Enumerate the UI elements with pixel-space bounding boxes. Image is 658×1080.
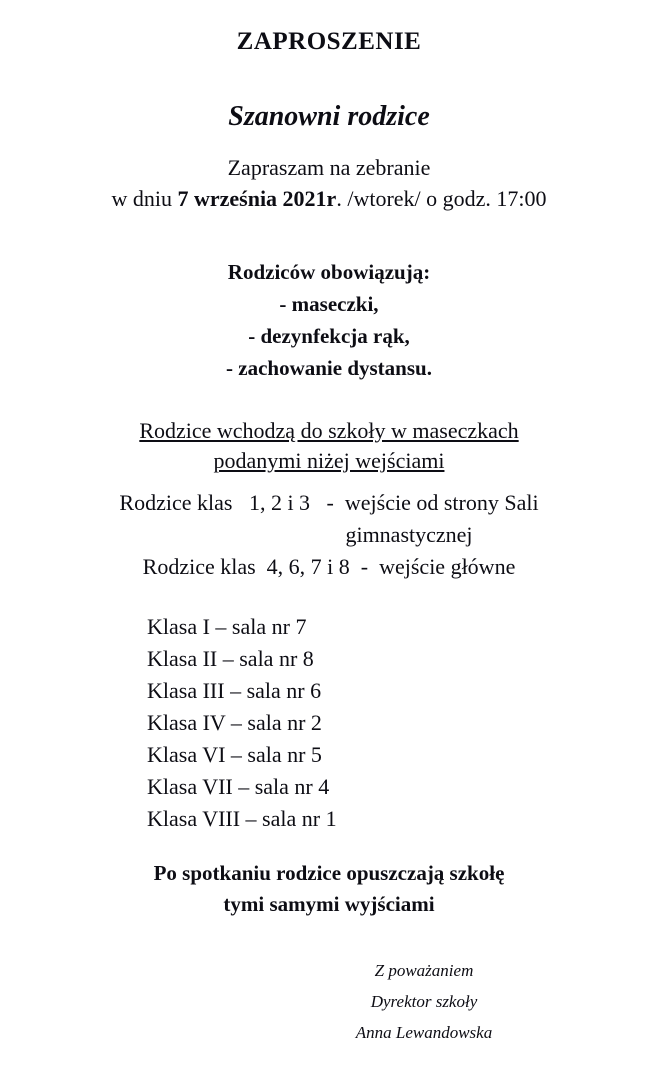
closing-line-2: tymi samymi wyjściami [223,892,435,916]
page-title: ZAPROSZENIE [236,28,422,55]
list-item: Klasa III – sala nr 6 [147,678,322,703]
date-prefix-text: w dniu [111,186,178,211]
signature-role: Dyrektor szkoły [370,992,478,1011]
entrance-row-continuation-gym: gimnastycznej [345,522,473,547]
rule-item-masks: - maseczki, [279,292,379,316]
signature-name: Anna Lewandowska [355,1023,493,1042]
notice-line-1: Rodzice wchodzą do szkoły w maseczkach [139,418,519,443]
entrance-row-classes-1-2-3: Rodzice klas 1, 2 i 3 - wejście od strony Sali [119,490,539,515]
classroom-assignment-list [147,611,577,835]
list-item: Klasa IV – sala nr 2 [147,710,322,735]
intro-line-date [0,183,658,214]
list-item: Klasa VII – sala nr 4 [147,774,330,799]
rules-block [0,256,658,384]
list-item: Klasa VI – sala nr 5 [147,742,322,767]
notice-line-2: podanymi niżej wejściami [213,448,445,473]
entrance-assignments [0,487,658,583]
intro-line-invitation: Zapraszam na zebranie [227,155,431,180]
list-item: Klasa II – sala nr 8 [147,646,314,671]
list-item: Klasa I – sala nr 7 [147,614,307,639]
rule-item-disinfection: - dezynfekcja rąk, [248,324,410,348]
date-suffix-text: . /wtorek/ o godz. 17:00 [336,186,547,211]
closing-instructions [0,858,658,920]
signature-regards: Z poważaniem [374,961,474,980]
signature-block [0,955,658,1048]
intro-paragraph [0,152,658,214]
entrance-row-classes-4-6-7-8: Rodzice klas 4, 6, 7 i 8 - wejście główne [142,554,516,579]
rule-item-distance: - zachowanie dystansu. [226,356,432,380]
rules-heading: Rodziców obowiązują: [227,260,431,284]
meeting-date: 7 września 2021r [177,186,337,211]
salutation-heading: Szanowni rodzice [228,101,430,132]
closing-line-1: Po spotkaniu rodzice opuszczają szkołę [153,861,505,885]
entry-notice [0,416,658,476]
list-item: Klasa VIII – sala nr 1 [147,806,337,831]
